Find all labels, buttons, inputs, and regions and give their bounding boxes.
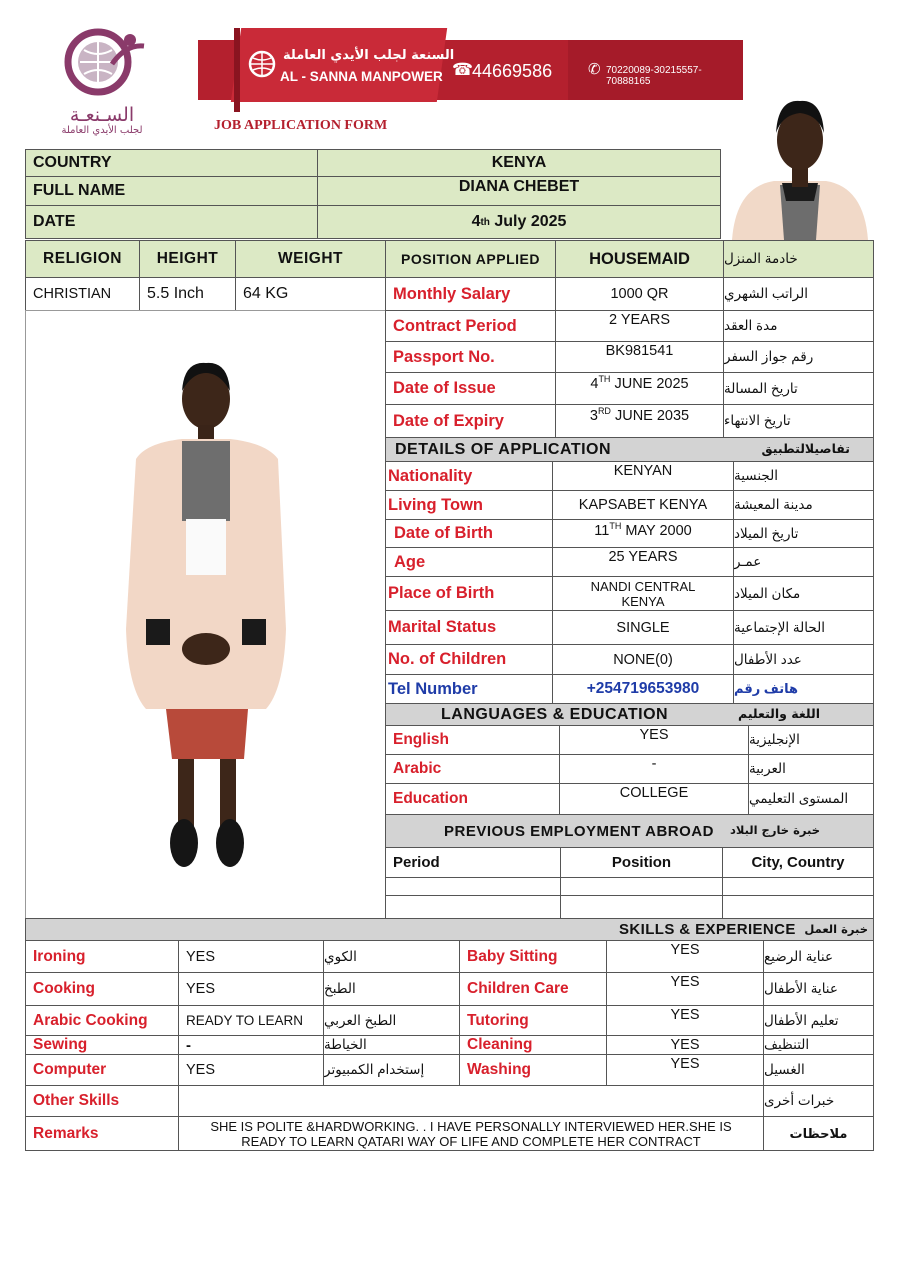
skill-ironing-label: Ironing (25, 940, 179, 973)
living-town-label: Living Town (385, 490, 553, 520)
position-arabic: خادمة المنزل (723, 240, 874, 278)
english-value: YES (559, 725, 749, 755)
monthly-salary-label: Monthly Salary (385, 277, 556, 311)
nationality-ar: الجنسية (733, 461, 874, 491)
date-of-birth-value: 11TH MAY 2000 (552, 519, 734, 548)
place-of-birth-label: Place of Birth (385, 576, 553, 611)
arabic-value: - (559, 754, 749, 784)
skill-children-care-ar: عناية الأطفال (763, 972, 874, 1006)
other-skills-label: Other Skills (25, 1085, 179, 1117)
company-phone: 44669586 (472, 61, 553, 81)
employment-empty-cell (722, 895, 874, 919)
date-of-expiry-label: Date of Expiry (385, 404, 556, 438)
country-label: COUNTRY (25, 149, 318, 177)
skill-cooking-label: Cooking (25, 972, 179, 1006)
skill-baby-sitting-label: Baby Sitting (459, 940, 607, 973)
company-name-en: AL - SANNA MANPOWER (280, 69, 443, 84)
company-logo (52, 24, 152, 136)
arabic-label: Arabic (385, 754, 560, 784)
nationality-value: KENYAN (552, 461, 734, 491)
date-of-expiry-value: 3RD JUNE 2035 (555, 404, 724, 438)
passport-label: Passport No. (385, 341, 556, 373)
skill-children-care-label: Children Care (459, 972, 607, 1006)
position-label: POSITION APPLIED (385, 240, 556, 278)
living-town-ar: مدينة المعيشة (733, 490, 874, 520)
employment-empty-cell (560, 877, 723, 896)
details-title: DETAILS OF APPLICATION (385, 437, 874, 462)
applicant-photo-fullbody (116, 359, 296, 879)
skill-arabic-cooking-label: Arabic Cooking (25, 1005, 179, 1036)
remarks-value: SHE IS POLITE &HARDWORKING. . I HAVE PERSONALLY INTERVIEWED HER.SHE IS READY TO LEARN QATARI WAY OF LIFE AND COMPLETE HER CONTRACT (178, 1116, 764, 1151)
skill-washing-ar: الغسيل (763, 1054, 874, 1086)
date-of-issue-label: Date of Issue (385, 372, 556, 405)
languages-title: LANGUAGES & EDUCATION (385, 703, 874, 726)
date-label: DATE (25, 205, 318, 239)
contract-period-value: 2 YEARS (555, 310, 724, 342)
arabic-ar: العربية (748, 754, 874, 784)
employment-empty-cell (560, 895, 723, 919)
applicant-photo-portrait (722, 95, 878, 240)
skill-children-care-value: YES (606, 972, 764, 1006)
nationality-label: Nationality (385, 461, 553, 491)
company-name-ar: السنعة لجلب الأيدي العاملة (283, 48, 455, 63)
header-banner (198, 40, 743, 100)
monthly-salary-ar: الراتب الشهري (723, 277, 874, 311)
education-ar: المستوى التعليمي (748, 783, 874, 815)
children-ar: عدد الأطفال (733, 644, 874, 675)
employment-empty-cell (385, 877, 561, 896)
skill-computer-label: Computer (25, 1054, 179, 1086)
marital-status-ar: الحالة الإجتماعية (733, 610, 874, 645)
mobile-icon: ✆ (588, 61, 601, 78)
full-body-photo-frame (25, 310, 386, 919)
skill-tutoring-ar: تعليم الأطفال (763, 1005, 874, 1036)
place-of-birth-value: NANDI CENTRAL KENYA (552, 576, 734, 611)
skill-arabic-cooking-ar: الطبخ العربي (323, 1005, 460, 1036)
skill-computer-value: YES (178, 1054, 324, 1086)
employment-empty-cell (385, 895, 561, 919)
skill-ironing-ar: الكوي (323, 940, 460, 973)
skill-washing-value: YES (606, 1054, 764, 1086)
skill-tutoring-label: Tutoring (459, 1005, 607, 1036)
passport-ar: رقم جواز السفر (723, 341, 874, 373)
remarks-label: Remarks (25, 1116, 179, 1151)
age-value: 25 YEARS (552, 547, 734, 577)
logo-arabic-text: السـنعـة (69, 104, 135, 126)
company-mobiles: 70220089-30215557-70888165 (606, 65, 702, 87)
globe-logo-icon (52, 24, 152, 104)
date-value: 4 th July 2025 (317, 205, 721, 239)
education-label: Education (385, 783, 560, 815)
skill-baby-sitting-ar: عناية الرضيع (763, 940, 874, 973)
skill-sewing-label: Sewing (25, 1035, 179, 1055)
employment-title: PREVIOUS EMPLOYMENT ABROAD (385, 814, 874, 848)
employment-header-city: City, Country (722, 847, 874, 878)
date-of-issue-ar: تاريخ المسالة (723, 372, 874, 405)
employment-header-period: Period (385, 847, 561, 878)
marital-status-value: SINGLE (552, 610, 734, 645)
tel-number-label: Tel Number (385, 674, 553, 704)
employment-empty-cell (722, 877, 874, 896)
children-label: No. of Children (385, 644, 553, 675)
globe-small-icon (248, 50, 276, 78)
skills-title-ar: خبرة العمل (804, 922, 868, 936)
logo-arabic-subtitle: لجلب الأيدي العاملة (61, 125, 143, 136)
details-title-ar: تفاصيلالتطبيق (761, 441, 850, 456)
other-skills-value (178, 1085, 764, 1117)
height-label: HEIGHT (139, 240, 236, 278)
date-of-expiry-ar: تاريخ الانتهاء (723, 404, 874, 438)
tel-number-value: +254719653980 (552, 674, 734, 704)
skill-washing-label: Washing (459, 1054, 607, 1086)
employment-header-position: Position (560, 847, 723, 878)
height-value: 5.5 Inch (139, 277, 236, 311)
date-of-birth-ar: تاريخ الميلاد (733, 519, 874, 548)
skill-cleaning-label: Cleaning (459, 1035, 607, 1055)
full-name-label: FULL NAME (25, 176, 318, 206)
skill-baby-sitting-value: YES (606, 940, 764, 973)
phone-icon: ☎ (452, 60, 474, 79)
english-ar: الإنجليزية (748, 725, 874, 755)
education-value: COLLEGE (559, 783, 749, 815)
skill-ironing-value: YES (178, 940, 324, 973)
weight-value: 64 KG (235, 277, 386, 311)
passport-value: BK981541 (555, 341, 724, 373)
other-skills-ar: خبرات أخرى (763, 1085, 874, 1117)
age-ar: عمـر (733, 547, 874, 577)
country-value: KENYA (317, 149, 721, 177)
children-value: NONE(0) (552, 644, 734, 675)
date-of-birth-label: Date of Birth (385, 519, 553, 548)
weight-label: WEIGHT (235, 240, 386, 278)
contract-period-ar: مدة العقد (723, 310, 874, 342)
marital-status-label: Marital Status (385, 610, 553, 645)
skill-sewing-ar: الخياطة (323, 1035, 460, 1055)
contract-period-label: Contract Period (385, 310, 556, 342)
position-value: HOUSEMAID (555, 240, 724, 278)
skill-cleaning-ar: التنظيف (763, 1035, 874, 1055)
skills-title: SKILLS & EXPERIENCE (619, 921, 796, 938)
skill-arabic-cooking-value: READY TO LEARN (178, 1005, 324, 1036)
remarks-ar: ملاحظات (763, 1116, 874, 1151)
tel-number-ar: هاتف رقم (733, 674, 874, 704)
skill-tutoring-value: YES (606, 1005, 764, 1036)
skill-cleaning-value: YES (606, 1035, 764, 1055)
skill-cooking-value: YES (178, 972, 324, 1006)
skill-cooking-ar: الطبخ (323, 972, 460, 1006)
religion-value: CHRISTIAN (25, 277, 140, 311)
skill-sewing-value: - (178, 1035, 324, 1055)
living-town-value: KAPSABET KENYA (552, 490, 734, 520)
employment-title-ar: خبرة خارج البلاد (729, 823, 820, 837)
english-label: English (385, 725, 560, 755)
skill-computer-ar: إستخدام الكمبيوتر (323, 1054, 460, 1086)
monthly-salary-value: 1000 QR (555, 277, 724, 311)
age-label: Age (385, 547, 553, 577)
religion-label: RELIGION (25, 240, 140, 278)
form-title: JOB APPLICATION FORM (214, 118, 388, 133)
place-of-birth-ar: مكان الميلاد (733, 576, 874, 611)
full-name-value: DIANA CHEBET (317, 176, 721, 206)
date-of-issue-value: 4TH JUNE 2025 (555, 372, 724, 405)
languages-title-ar: اللغة والتعليم (738, 706, 820, 721)
